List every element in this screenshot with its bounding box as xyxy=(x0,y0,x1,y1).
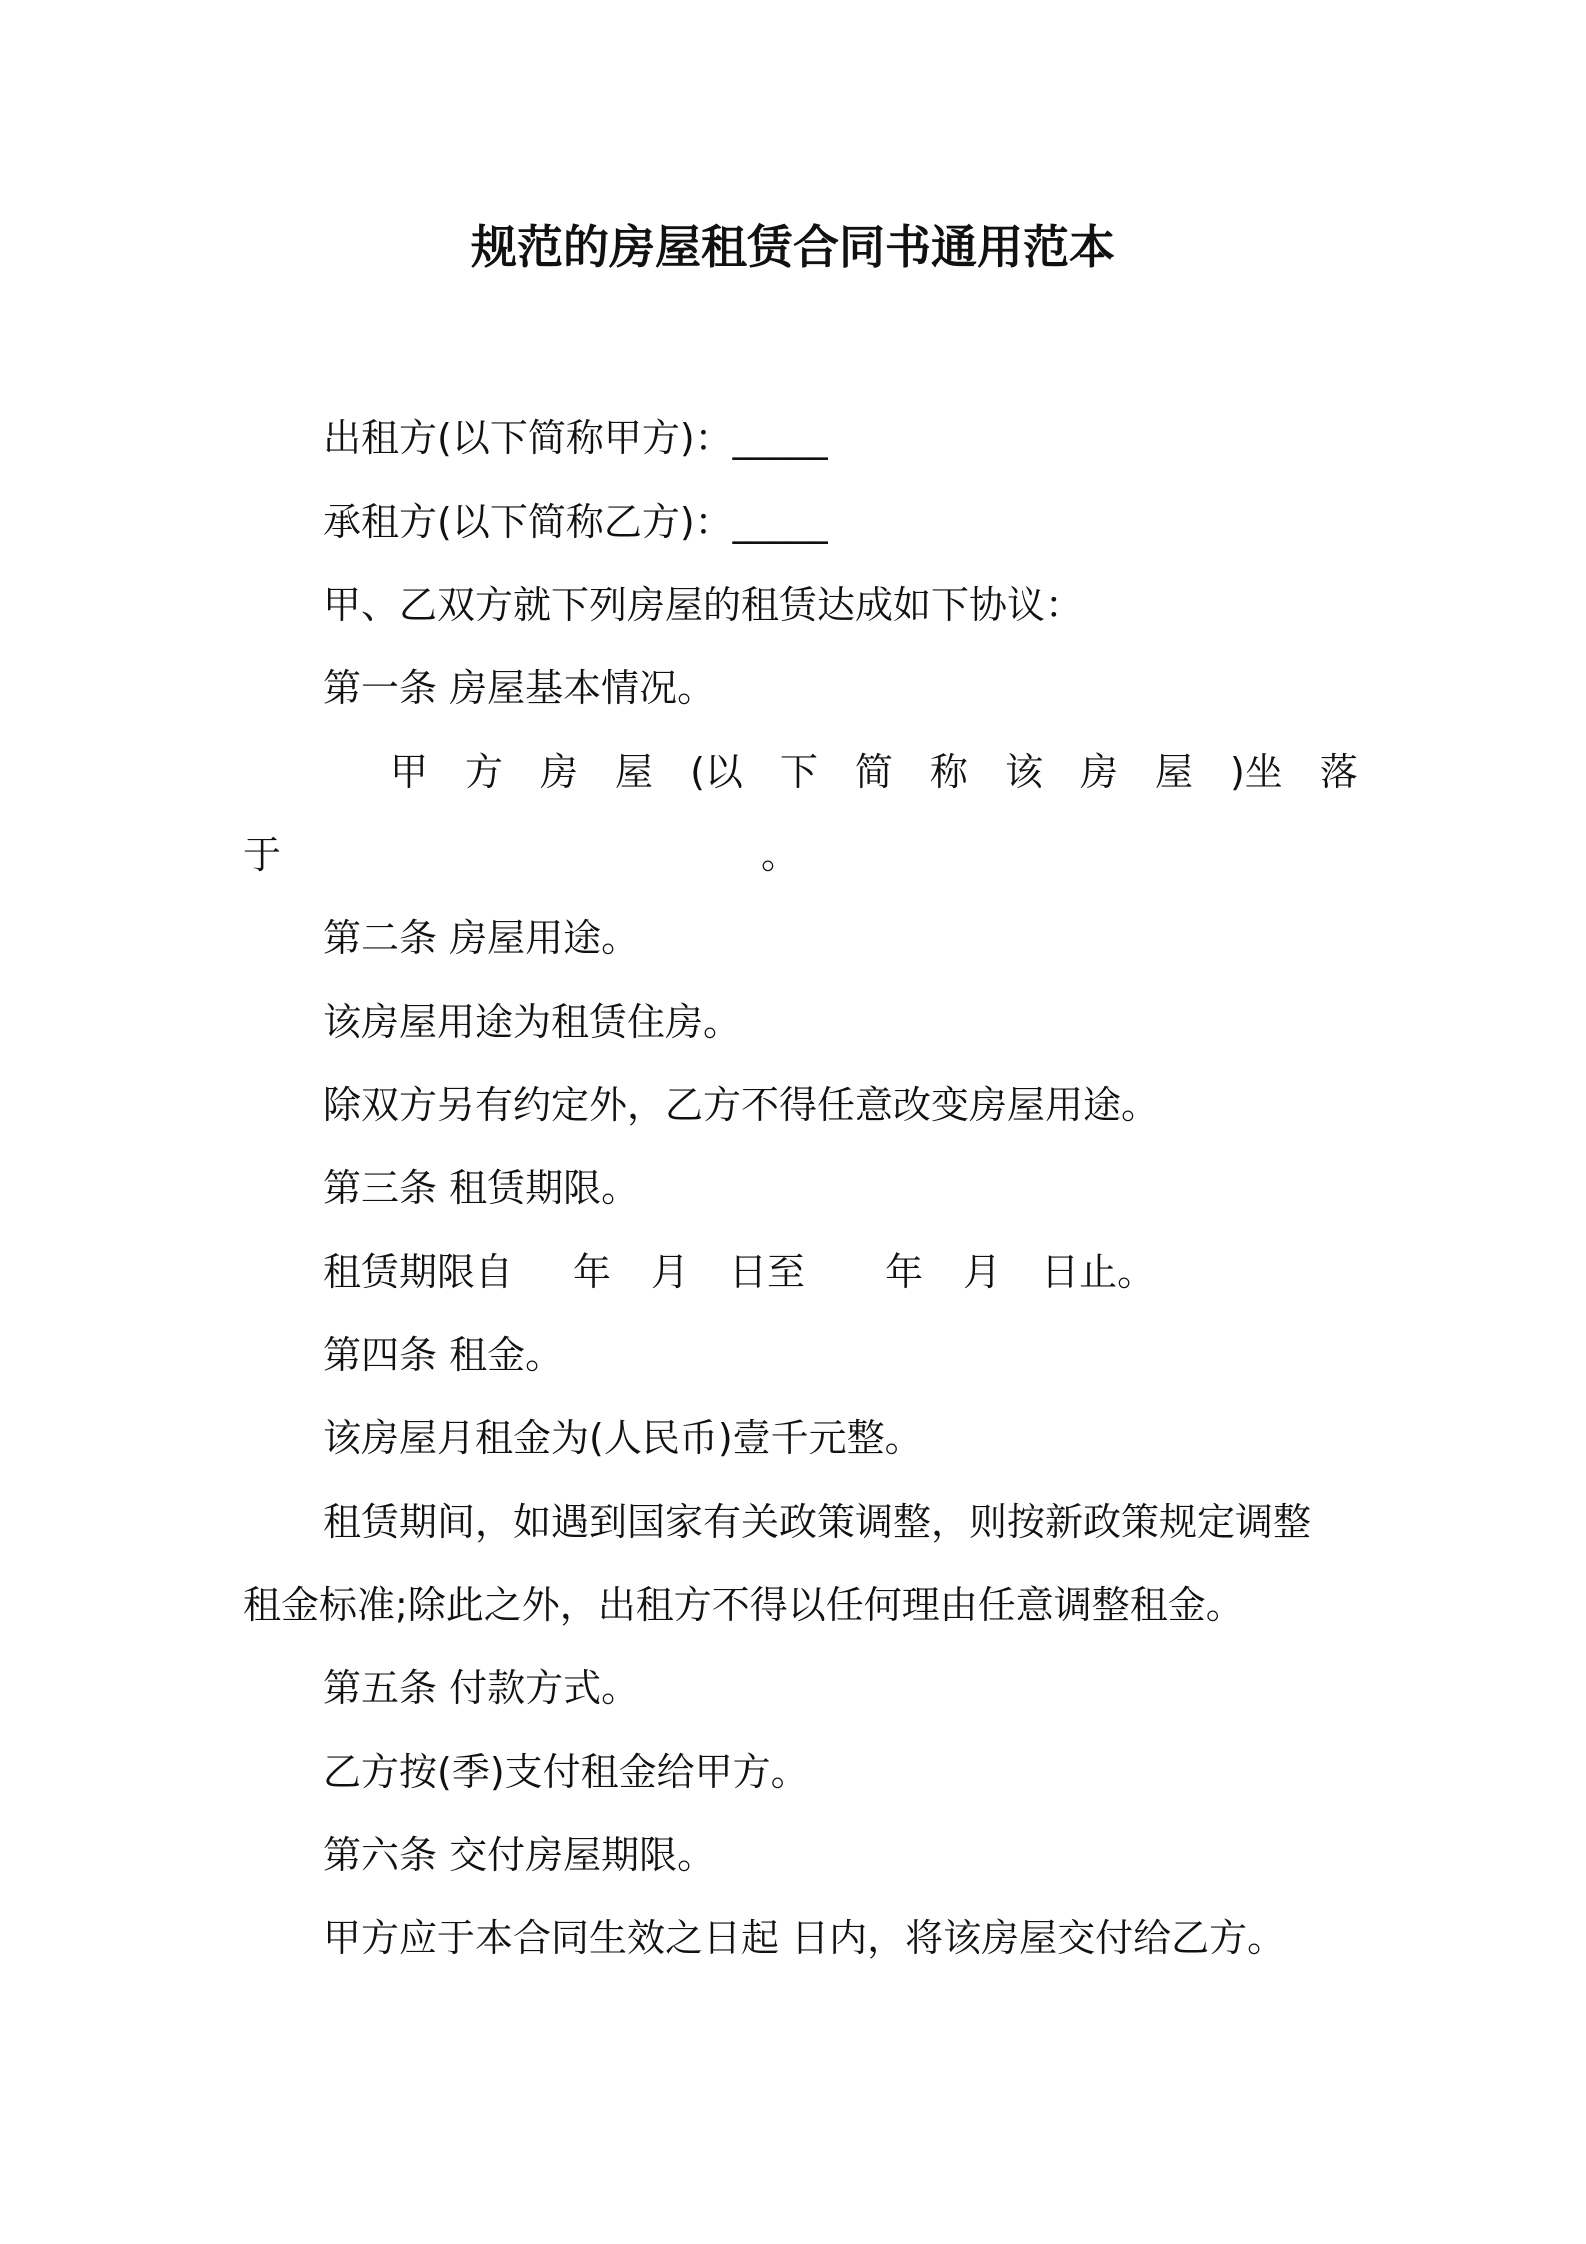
spread-char: 房 xyxy=(540,750,579,794)
spread-char: )坐 xyxy=(1229,750,1283,794)
spread-char: 该 xyxy=(1004,750,1043,794)
spread-char: (以 xyxy=(690,750,743,794)
spread-char: 称 xyxy=(929,750,968,794)
document-title: 规范的房屋租赁合同书通用范本 xyxy=(471,220,1115,274)
spread-char: 下 xyxy=(779,750,818,794)
article2-restriction: 除双方另有约定外，乙方不得任意改变房屋用途。 xyxy=(323,1083,1160,1127)
article1-heading: 第一条 房屋基本情况。 xyxy=(323,666,716,710)
term-year2: 年 xyxy=(885,1250,924,1294)
article2-heading: 第二条 房屋用途。 xyxy=(323,916,640,960)
agreement-intro: 甲、乙双方就下列房屋的租赁达成如下协议： xyxy=(323,583,1084,627)
spread-char: 甲 xyxy=(390,750,429,794)
spread-char: 屋 xyxy=(1154,750,1193,794)
article5-payment: 乙方按(季)支付租金给甲方。 xyxy=(323,1750,809,1794)
article1-location-line xyxy=(243,830,799,880)
article6-heading: 第六条 交付房屋期限。 xyxy=(323,1833,716,1877)
party-b-line: 承租方(以下简称乙方)：_____ xyxy=(323,500,828,544)
term-prefix: 租赁期限自 xyxy=(323,1250,514,1294)
spread-char: 屋 xyxy=(615,750,654,794)
article4-adjust-line1: 租赁期间，如遇到国家有关政策调整，则按新政策规定调整 xyxy=(323,1500,1312,1544)
term-month2: 月 xyxy=(963,1250,1002,1294)
article6-delivery: 甲方应于本合同生效之日起 日内，将该房屋交付给乙方。 xyxy=(323,1916,1286,1960)
spread-char: 房 xyxy=(1079,750,1118,794)
term-year1: 年 xyxy=(573,1250,612,1294)
article4-rent: 该房屋月租金为(人民币)壹千元整。 xyxy=(323,1416,923,1460)
article3-term-line xyxy=(323,1247,1155,1297)
location-lead: 于 xyxy=(243,833,282,877)
location-end: 。 xyxy=(761,833,800,877)
spread-char: 方 xyxy=(465,750,504,794)
term-day-to: 日至 xyxy=(729,1250,806,1294)
article1-location-spread xyxy=(390,747,1358,797)
party-a-line: 出租方(以下简称甲方)：_____ xyxy=(323,416,828,460)
term-day-end: 日止。 xyxy=(1041,1250,1156,1294)
term-month1: 月 xyxy=(651,1250,690,1294)
article5-heading: 第五条 付款方式。 xyxy=(323,1666,640,1710)
spread-char: 落 xyxy=(1319,750,1358,794)
article3-heading: 第三条 租赁期限。 xyxy=(323,1166,640,1210)
article2-use: 该房屋用途为租赁住房。 xyxy=(323,1000,742,1044)
spread-char: 简 xyxy=(854,750,893,794)
article4-adjust-line2: 租金标准;除此之外，出租方不得以任何理由任意调整租金。 xyxy=(243,1583,1244,1627)
article4-heading: 第四条 租金。 xyxy=(323,1333,564,1377)
